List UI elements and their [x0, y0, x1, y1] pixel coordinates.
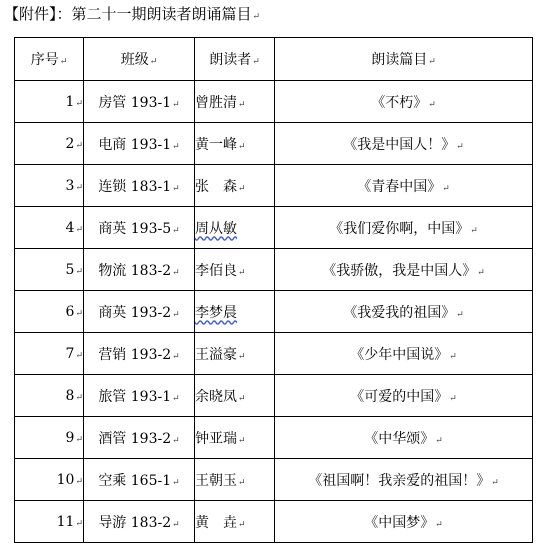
paragraph-mark-icon: ↵ — [238, 393, 246, 404]
paragraph-mark-icon: ↵ — [172, 309, 180, 320]
paragraph-mark-icon: ↵ — [172, 141, 180, 152]
cell-text: 《中华颂》 — [364, 430, 435, 447]
cell-number — [15, 459, 84, 501]
cell-class — [84, 501, 195, 543]
table-row — [15, 501, 533, 543]
paragraph-mark-icon: ↵ — [238, 141, 246, 152]
cell-text: 5 — [65, 261, 75, 278]
table-row — [15, 207, 533, 249]
table-row — [15, 249, 533, 291]
paragraph-mark-icon: ↵ — [442, 183, 450, 194]
cell-text: 《青春中国》 — [357, 178, 442, 195]
table-row — [15, 375, 533, 417]
cell-text: 11 — [56, 513, 75, 530]
paragraph-mark-icon: ↵ — [238, 519, 246, 530]
cell-title — [275, 291, 533, 333]
cell-title — [275, 165, 533, 207]
paragraph-mark-icon: ↵ — [75, 140, 83, 151]
cell-text: 2 — [65, 135, 75, 152]
cell-text: 10 — [56, 471, 75, 488]
paragraph-mark-icon: ↵ — [238, 477, 246, 488]
paragraph-mark-icon: ↵ — [172, 435, 180, 446]
cell-text: 班级 — [120, 52, 149, 68]
paragraph-mark-icon: ↵ — [172, 99, 180, 110]
cell-text: 4 — [65, 219, 75, 236]
cell-reader — [195, 333, 275, 375]
cell-text: 8 — [65, 387, 75, 404]
paragraph-mark-icon: ↵ — [75, 98, 83, 109]
cell-class — [84, 81, 195, 123]
paragraph-mark-icon: ↵ — [75, 350, 83, 361]
cell-number — [15, 501, 84, 543]
paragraph-mark-icon: ↵ — [435, 435, 443, 446]
cell-reader — [195, 291, 275, 333]
paragraph-mark-icon: ↵ — [75, 308, 83, 319]
cell-text: 6 — [65, 303, 75, 320]
cell-text: 房管 193-1 — [98, 94, 172, 111]
cell-text: 7 — [65, 345, 75, 362]
spellcheck-flagged-name: 李梦晨 — [195, 304, 237, 321]
cell-text: 《少年中国说》 — [350, 346, 449, 363]
paragraph-mark-icon: ↵ — [238, 183, 246, 194]
cell-number — [15, 333, 84, 375]
paragraph-mark-icon: ↵ — [238, 99, 246, 110]
cell-title — [275, 207, 533, 249]
cell-title — [275, 501, 533, 543]
cell-text: 商英 193-2 — [98, 304, 172, 321]
cell-title — [275, 459, 533, 501]
cell-number — [15, 249, 84, 291]
cell-title — [275, 123, 533, 165]
table-row — [15, 459, 533, 501]
cell-reader — [195, 165, 275, 207]
paragraph-mark-icon: ↵ — [252, 57, 260, 67]
cell-text: 《我们爱你啊，中国》 — [329, 220, 470, 237]
table-row — [15, 81, 533, 123]
spellcheck-flagged-name: 周从敏 — [195, 220, 237, 237]
paragraph-mark-icon: ↵ — [75, 434, 83, 445]
cell-text: 朗读篇目 — [371, 52, 428, 68]
cell-title — [275, 333, 533, 375]
paragraph-mark-icon: ↵ — [456, 141, 464, 152]
cell-class — [84, 291, 195, 333]
paragraph-mark-icon: ↵ — [75, 476, 83, 487]
cell-text: 序号 — [30, 52, 59, 68]
table-row — [15, 291, 533, 333]
paragraph-mark-icon: ↵ — [477, 267, 485, 278]
cell-class — [84, 249, 195, 291]
cell-text: 余晓凤 — [195, 388, 237, 405]
reading-list-table — [14, 37, 533, 543]
cell-text: 《我爱我的祖国》 — [343, 304, 456, 321]
cell-text: 连锁 183-1 — [98, 178, 172, 195]
cell-text: 李佰良 — [195, 262, 237, 279]
cell-text: 物流 183-2 — [98, 262, 172, 279]
cell-title — [275, 417, 533, 459]
paragraph-mark-icon: ↵ — [491, 477, 499, 488]
paragraph-mark-icon: ↵ — [172, 519, 180, 530]
cell-class — [84, 375, 195, 417]
cell-class — [84, 459, 195, 501]
cell-number — [15, 375, 84, 417]
paragraph-mark-icon: ↵ — [449, 393, 457, 404]
cell-reader — [195, 123, 275, 165]
cell-text: 导游 183-2 — [98, 514, 172, 531]
table-row — [15, 333, 533, 375]
cell-number — [15, 417, 84, 459]
cell-text: 张 森 — [195, 178, 237, 195]
cell-text: 1 — [65, 93, 75, 110]
cell-text: 空乘 165-1 — [98, 472, 172, 489]
document-title-text: 【附件】：第二十一期朗读者朗诵篇目 — [4, 5, 252, 23]
paragraph-mark-icon: ↵ — [172, 351, 180, 362]
cell-reader — [195, 249, 275, 291]
cell-class — [84, 165, 195, 207]
paragraph-mark-icon: ↵ — [172, 183, 180, 194]
cell-reader — [195, 417, 275, 459]
cell-number — [15, 207, 84, 249]
cell-text: 《可爱的中国》 — [350, 388, 449, 405]
cell-text: 电商 193-1 — [98, 136, 172, 153]
header-number — [15, 38, 84, 81]
cell-text: 商英 193-5 — [98, 220, 172, 237]
cell-text: 营销 193-2 — [98, 346, 172, 363]
header-class — [84, 38, 195, 81]
cell-title — [275, 81, 533, 123]
paragraph-mark-icon: ↵ — [172, 393, 180, 404]
cell-title — [275, 249, 533, 291]
cell-text: 黄 垚 — [195, 514, 237, 531]
paragraph-mark-icon: ↵ — [172, 267, 180, 278]
cell-class — [84, 123, 195, 165]
paragraph-mark-icon: ↵ — [456, 309, 464, 320]
paragraph-mark-icon: ↵ — [59, 57, 68, 67]
paragraph-mark-icon: ↵ — [149, 57, 158, 67]
paragraph-mark-icon: ↵ — [435, 519, 443, 530]
paragraph-mark-icon: ↵ — [172, 225, 180, 236]
paragraph-mark-icon: ↵ — [238, 267, 246, 278]
cell-text: 朗读者 — [209, 52, 252, 68]
cell-text: 酒管 193-2 — [98, 430, 172, 447]
cell-reader — [195, 207, 275, 249]
cell-text: 旅管 193-1 — [98, 388, 172, 405]
cell-title — [275, 375, 533, 417]
paragraph-mark-icon: ↵ — [172, 477, 180, 488]
cell-text: 《中国梦》 — [364, 514, 435, 531]
paragraph-mark-icon: ↵ — [75, 266, 83, 277]
cell-number — [15, 291, 84, 333]
document-title — [4, 4, 260, 27]
paragraph-mark-icon: ↵ — [75, 182, 83, 193]
cell-number — [15, 123, 84, 165]
cell-text: 黄一峰 — [195, 136, 237, 153]
cell-text: 9 — [65, 429, 75, 446]
cell-reader — [195, 459, 275, 501]
cell-text: 《我是中国人！》 — [343, 136, 456, 153]
paragraph-mark-icon: ↵ — [428, 99, 436, 110]
cell-reader — [195, 81, 275, 123]
header-title — [275, 38, 533, 81]
cell-text: 钟亚瑞 — [195, 430, 237, 447]
cell-class — [84, 417, 195, 459]
cell-reader — [195, 375, 275, 417]
paragraph-mark-icon: ↵ — [75, 392, 83, 403]
cell-text: 曾胜清 — [195, 94, 237, 111]
cell-text: 《不朽》 — [371, 94, 428, 111]
header-reader — [195, 38, 275, 81]
cell-text: 《祖国啊！我亲爱的祖国！》 — [308, 472, 491, 489]
cell-text: 王溢豪 — [195, 346, 237, 363]
cell-number — [15, 165, 84, 207]
cell-reader — [195, 501, 275, 543]
cell-class — [84, 207, 195, 249]
paragraph-mark-icon: ↵ — [470, 225, 478, 236]
cell-class — [84, 333, 195, 375]
table-header-row — [15, 38, 533, 81]
paragraph-mark-icon: ↵ — [238, 435, 246, 446]
paragraph-mark-icon: ↵ — [238, 351, 246, 362]
paragraph-mark-icon: ↵ — [449, 351, 457, 362]
table-row — [15, 123, 533, 165]
cell-text: 3 — [65, 177, 75, 194]
paragraph-mark-icon: ↵ — [428, 57, 436, 67]
paragraph-mark-icon: ↵ — [75, 224, 83, 235]
cell-number — [15, 81, 84, 123]
paragraph-mark-icon: ↵ — [252, 12, 261, 22]
table-row — [15, 165, 533, 207]
cell-text: 《我骄傲，我是中国人》 — [322, 262, 477, 279]
table-row — [15, 417, 533, 459]
cell-text: 王朝玉 — [195, 472, 237, 489]
paragraph-mark-icon: ↵ — [75, 518, 83, 529]
